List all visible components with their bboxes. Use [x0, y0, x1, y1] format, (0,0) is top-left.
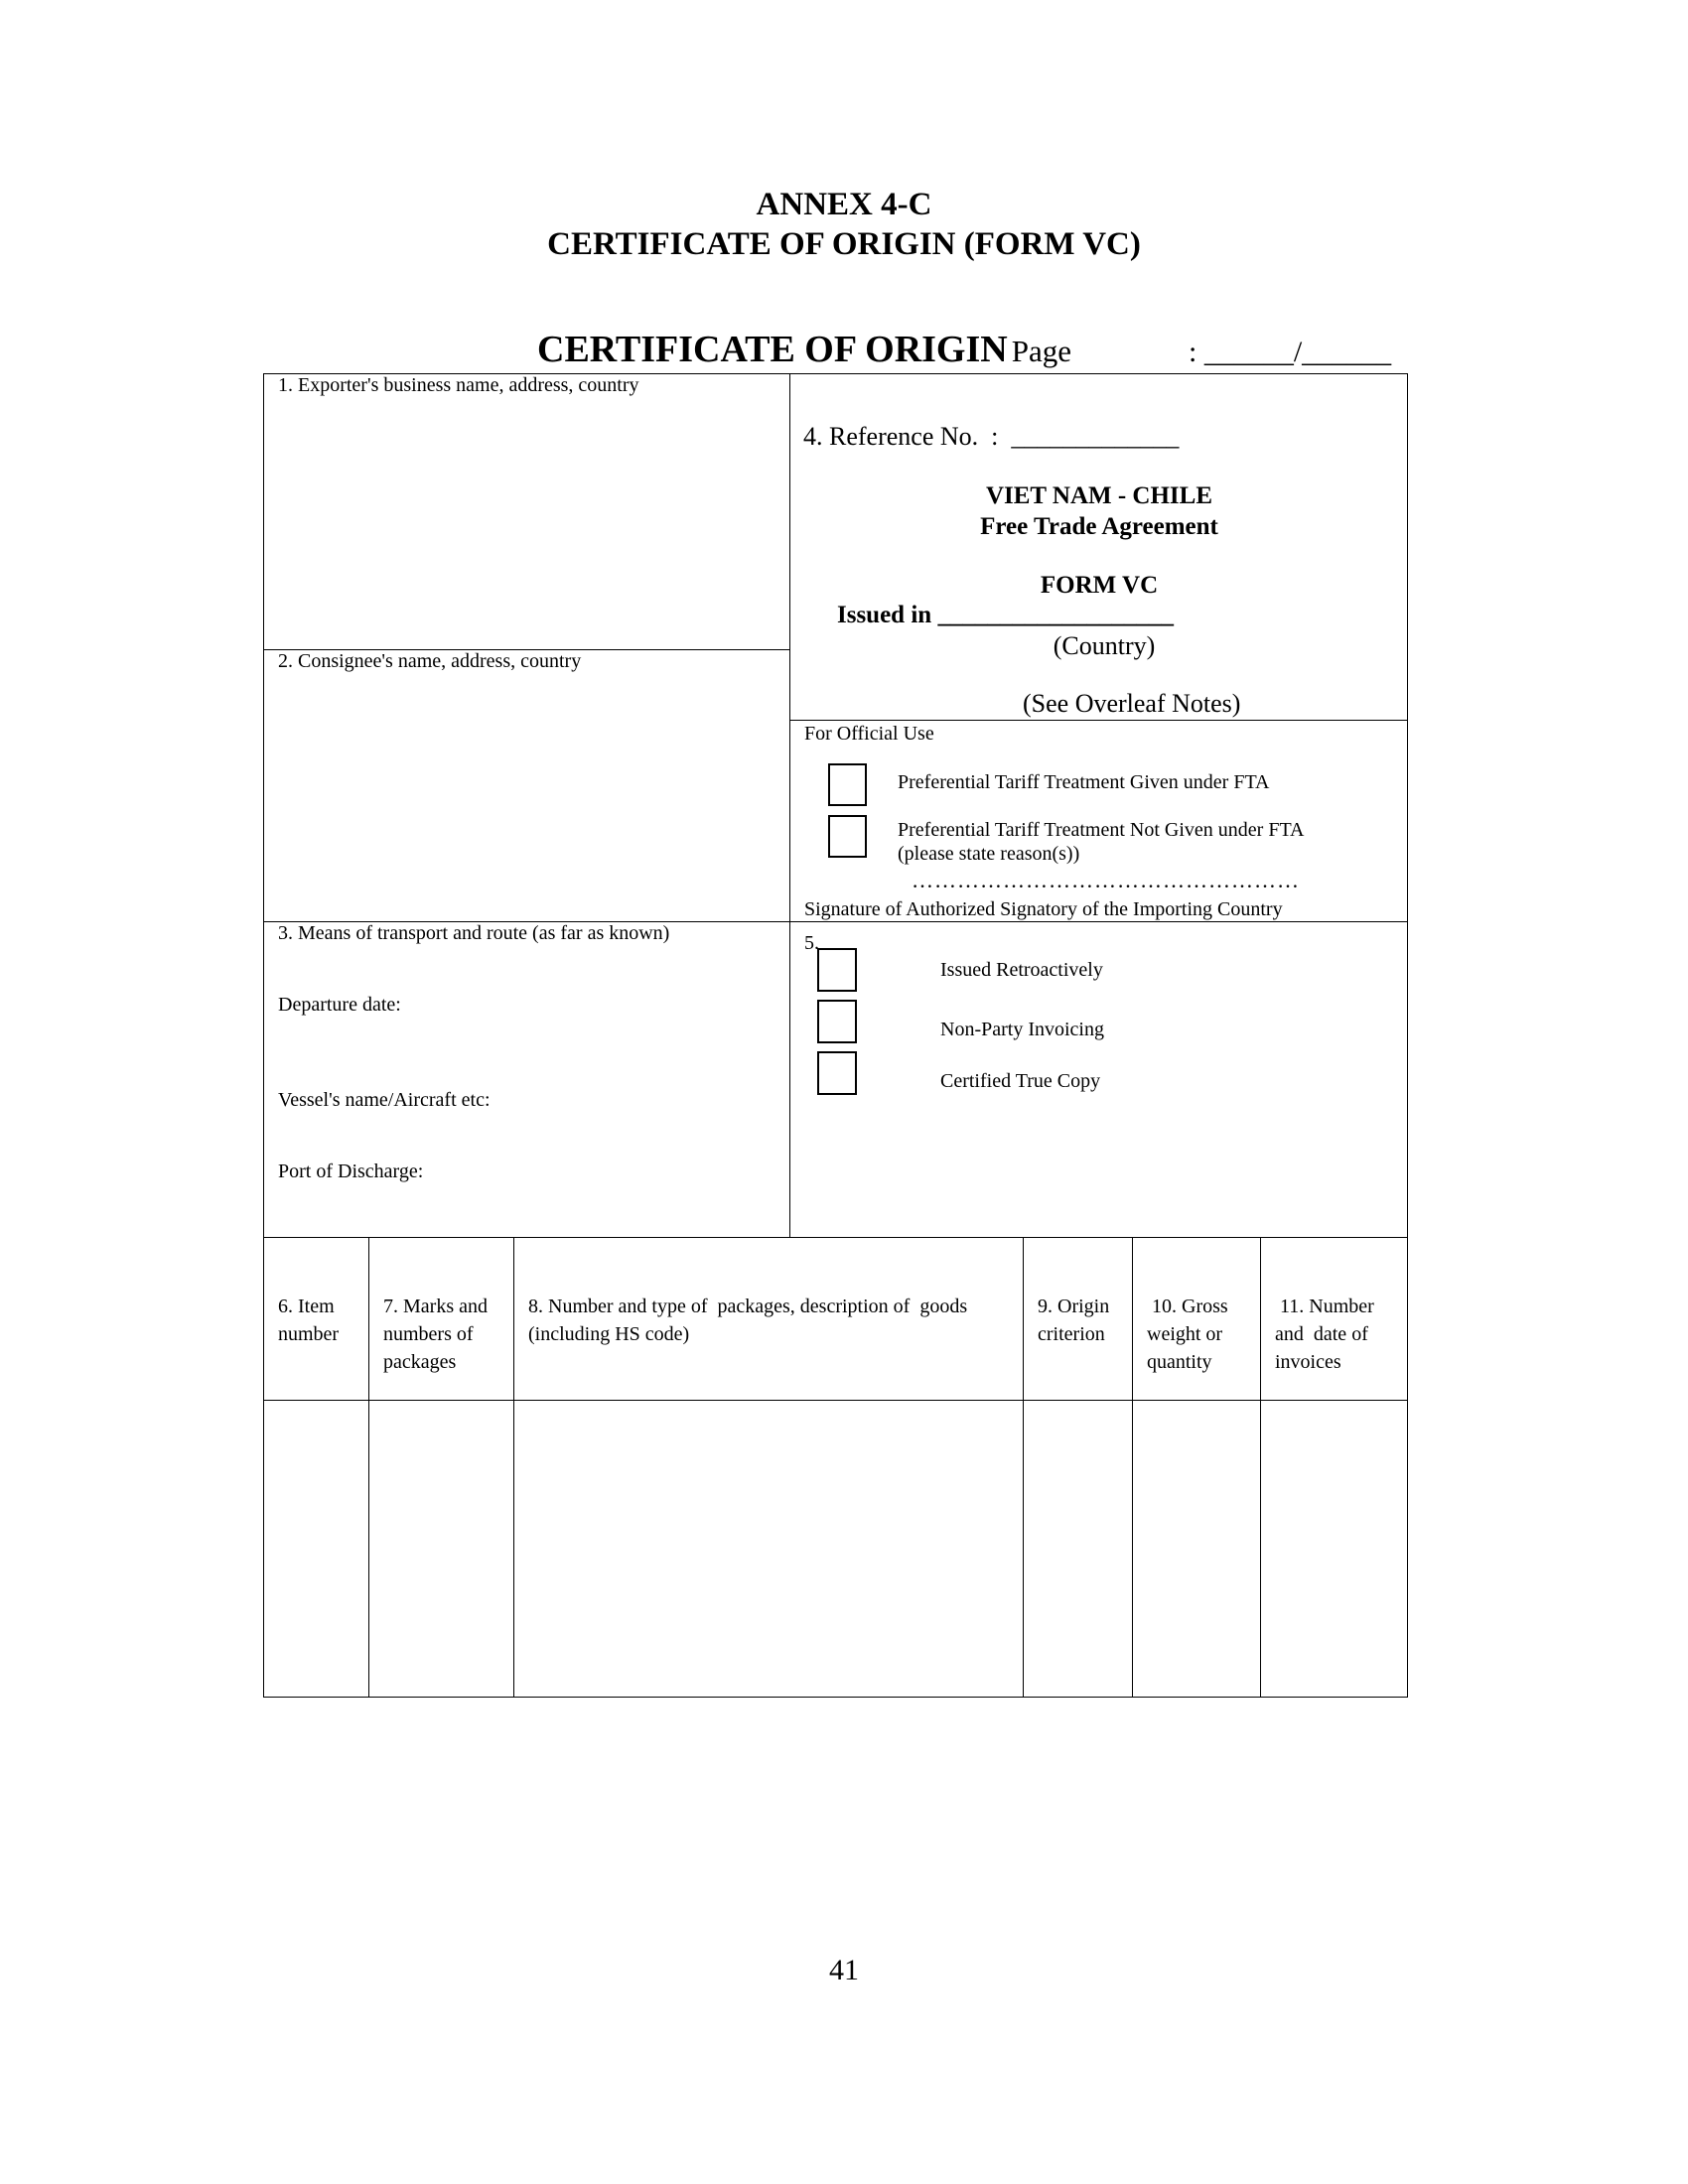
certificate-title: CERTIFICATE OF ORIGIN	[537, 329, 1008, 370]
cell-origin-criterion[interactable]	[1024, 1401, 1132, 1697]
form-title: CERTIFICATE OF ORIGIN (FORM VC)	[547, 226, 1141, 262]
page-number: 41	[829, 1954, 859, 1986]
consignee-label: 2. Consignee's name, address, country	[278, 650, 582, 672]
port-of-discharge-label: Port of Discharge:	[278, 1160, 424, 1182]
annex-title: ANNEX 4-C	[756, 187, 932, 222]
certificate-heading	[537, 328, 1071, 371]
column-header-invoices: 11. Number and date of invoices	[1275, 1296, 1374, 1373]
treatment-not-given-label: Preferential Tariff Treatment Not Given under FTA	[898, 819, 1305, 841]
issued-retroactively-checkbox[interactable]	[817, 948, 857, 992]
agreement-line-2: Free Trade Agreement	[980, 513, 1218, 540]
non-party-invoicing-checkbox[interactable]	[817, 1000, 857, 1043]
reason-hint: (please state reason(s))	[898, 843, 1080, 865]
certified-true-copy-checkbox[interactable]	[817, 1051, 857, 1095]
exporter-label: 1. Exporter's business name, address, country	[278, 374, 639, 396]
page-label: Page	[1011, 334, 1071, 368]
column-header-marks-numbers: 7. Marks and numbers of packages	[383, 1296, 488, 1373]
vessel-name-label: Vessel's name/Aircraft etc:	[278, 1089, 491, 1111]
departure-date-label: Departure date:	[278, 994, 401, 1016]
treatment-given-checkbox[interactable]	[828, 763, 867, 806]
cell-gross-weight[interactable]	[1133, 1401, 1260, 1697]
treatment-not-given-checkbox[interactable]	[828, 815, 867, 858]
country-caption: (Country)	[1053, 631, 1156, 660]
overleaf-notes: (See Overleaf Notes)	[1023, 689, 1241, 718]
column-header-gross-weight: 10. Gross weight or quantity	[1147, 1296, 1228, 1373]
reason-dotted-line[interactable]: ……………………………………………	[912, 868, 1300, 892]
importing-signature-label: Signature of Authorized Signatory of the Importing Country	[804, 898, 1283, 920]
page-count-field[interactable]: : ______/______	[1189, 336, 1392, 368]
cell-marks-numbers[interactable]	[369, 1401, 513, 1697]
column-header-description: 8. Number and type of packages, description of goods (including HS code)	[528, 1296, 968, 1345]
reference-number-field[interactable]: 4. Reference No. : _____________	[803, 422, 1180, 451]
column-header-item-number: 6. Item number	[278, 1296, 340, 1345]
agreement-line-1: VIET NAM - CHILE	[985, 482, 1213, 509]
issued-retroactively-label: Issued Retroactively	[940, 959, 1103, 981]
box5-label: 5.	[804, 932, 819, 954]
transport-label: 3. Means of transport and route (as far as known)	[278, 922, 670, 944]
form-name: FORM VC	[1040, 572, 1159, 599]
issued-in-field[interactable]: Issued in ___________________	[837, 602, 1174, 628]
cell-description[interactable]	[514, 1401, 1023, 1697]
official-use-label: For Official Use	[804, 723, 934, 745]
treatment-given-label: Preferential Tariff Treatment Given under FTA	[898, 771, 1270, 793]
column-header-origin-criterion: 9. Origin criterion	[1038, 1296, 1110, 1345]
cell-item-number[interactable]	[264, 1401, 368, 1697]
certified-true-copy-label: Certified True Copy	[940, 1070, 1101, 1092]
non-party-invoicing-label: Non-Party Invoicing	[940, 1019, 1104, 1040]
cell-invoices[interactable]	[1261, 1401, 1407, 1697]
